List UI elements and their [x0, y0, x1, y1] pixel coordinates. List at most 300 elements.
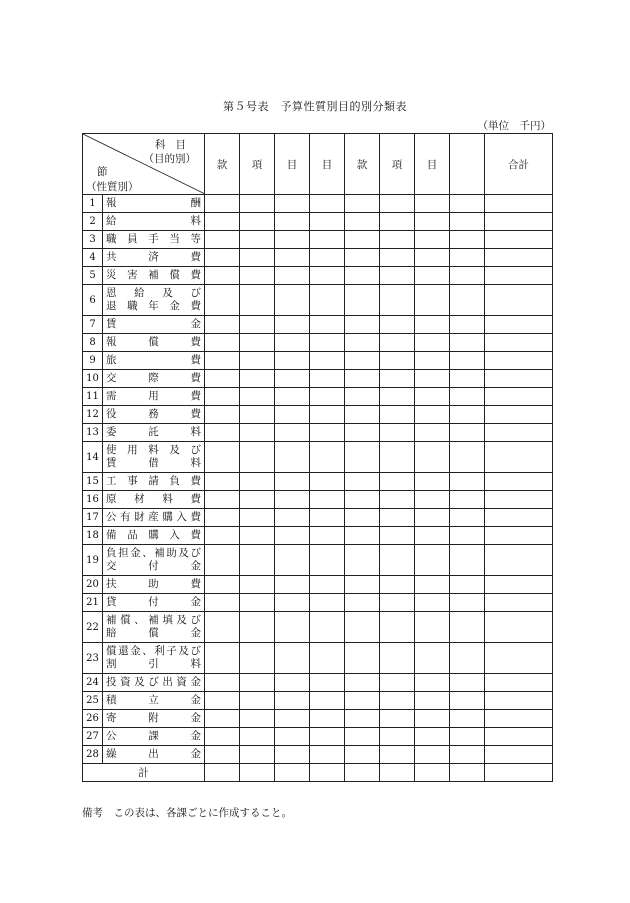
total-cell[interactable]	[275, 764, 310, 782]
data-cell[interactable]	[205, 267, 240, 285]
data-cell[interactable]	[310, 370, 345, 388]
data-cell[interactable]	[205, 674, 240, 692]
data-cell[interactable]	[275, 370, 310, 388]
data-cell[interactable]	[310, 213, 345, 231]
header-corner-cell	[83, 134, 205, 195]
data-cell[interactable]	[345, 388, 380, 406]
data-cell[interactable]	[345, 545, 380, 576]
data-cell[interactable]	[380, 267, 415, 285]
data-cell[interactable]	[205, 249, 240, 267]
row-label-line: 負担金、補助及び	[106, 547, 201, 559]
data-cell[interactable]	[380, 316, 415, 334]
row-number: 4	[83, 249, 103, 267]
data-cell[interactable]	[310, 643, 345, 674]
data-cell[interactable]	[485, 594, 553, 612]
data-cell[interactable]	[380, 406, 415, 424]
data-cell[interactable]	[450, 746, 485, 764]
data-cell[interactable]	[205, 746, 240, 764]
data-cell[interactable]	[275, 674, 310, 692]
data-cell[interactable]	[380, 213, 415, 231]
data-cell[interactable]	[310, 728, 345, 746]
data-cell[interactable]	[380, 594, 415, 612]
data-cell[interactable]	[485, 746, 553, 764]
data-cell[interactable]	[450, 576, 485, 594]
data-cell[interactable]	[415, 643, 450, 674]
data-cell[interactable]	[485, 388, 553, 406]
data-cell[interactable]	[240, 267, 275, 285]
data-cell[interactable]	[415, 213, 450, 231]
row-label	[103, 710, 205, 728]
data-cell[interactable]	[240, 388, 275, 406]
data-cell[interactable]	[450, 231, 485, 249]
data-cell[interactable]	[380, 545, 415, 576]
data-cell[interactable]	[485, 285, 553, 316]
data-cell[interactable]	[485, 424, 553, 442]
data-cell[interactable]	[450, 370, 485, 388]
data-cell[interactable]	[205, 643, 240, 674]
data-cell[interactable]	[345, 509, 380, 527]
total-cell[interactable]	[415, 764, 450, 782]
data-cell[interactable]	[240, 576, 275, 594]
data-cell[interactable]	[275, 594, 310, 612]
data-cell[interactable]	[310, 746, 345, 764]
data-cell[interactable]	[240, 674, 275, 692]
column-header: 款	[205, 134, 240, 195]
data-cell[interactable]	[240, 316, 275, 334]
row-label	[103, 388, 205, 406]
data-cell[interactable]	[415, 545, 450, 576]
data-cell[interactable]	[415, 473, 450, 491]
data-cell[interactable]	[205, 576, 240, 594]
table-row	[83, 728, 553, 746]
data-cell[interactable]	[205, 728, 240, 746]
data-cell[interactable]	[310, 710, 345, 728]
data-cell[interactable]	[450, 352, 485, 370]
row-number: 22	[83, 612, 103, 643]
data-cell[interactable]	[450, 195, 485, 213]
data-cell[interactable]	[450, 473, 485, 491]
data-cell[interactable]	[275, 267, 310, 285]
data-cell[interactable]	[345, 491, 380, 509]
data-cell[interactable]	[380, 473, 415, 491]
data-cell[interactable]	[275, 746, 310, 764]
data-cell[interactable]	[205, 545, 240, 576]
row-label	[103, 231, 205, 249]
data-cell[interactable]	[485, 674, 553, 692]
data-cell[interactable]	[415, 442, 450, 473]
data-cell[interactable]	[275, 352, 310, 370]
row-number: 15	[83, 473, 103, 491]
data-cell[interactable]	[415, 527, 450, 545]
data-cell[interactable]	[275, 442, 310, 473]
data-cell[interactable]	[450, 594, 485, 612]
data-cell[interactable]	[415, 316, 450, 334]
data-cell[interactable]	[380, 728, 415, 746]
data-cell[interactable]	[415, 692, 450, 710]
data-cell[interactable]	[485, 249, 553, 267]
data-cell[interactable]	[450, 213, 485, 231]
data-cell[interactable]	[345, 231, 380, 249]
data-cell[interactable]	[485, 334, 553, 352]
data-cell[interactable]	[415, 249, 450, 267]
data-cell[interactable]	[415, 195, 450, 213]
data-cell[interactable]	[485, 213, 553, 231]
data-cell[interactable]	[345, 612, 380, 643]
data-cell[interactable]	[205, 316, 240, 334]
data-cell[interactable]	[380, 576, 415, 594]
data-cell[interactable]	[275, 692, 310, 710]
data-cell[interactable]	[485, 406, 553, 424]
data-cell[interactable]	[240, 334, 275, 352]
total-cell[interactable]	[310, 764, 345, 782]
data-cell[interactable]	[275, 509, 310, 527]
data-cell[interactable]	[275, 334, 310, 352]
data-cell[interactable]	[415, 612, 450, 643]
data-cell[interactable]	[310, 545, 345, 576]
data-cell[interactable]	[240, 473, 275, 491]
data-cell[interactable]	[450, 509, 485, 527]
data-cell[interactable]	[310, 195, 345, 213]
data-cell[interactable]	[380, 527, 415, 545]
data-cell[interactable]	[205, 388, 240, 406]
data-cell[interactable]	[415, 334, 450, 352]
data-cell[interactable]	[275, 710, 310, 728]
row-label	[103, 527, 205, 545]
data-cell[interactable]	[275, 424, 310, 442]
data-cell[interactable]	[205, 334, 240, 352]
data-cell[interactable]	[345, 473, 380, 491]
data-cell[interactable]	[450, 710, 485, 728]
row-label	[103, 576, 205, 594]
data-cell[interactable]	[240, 692, 275, 710]
data-cell[interactable]	[450, 424, 485, 442]
data-cell[interactable]	[485, 316, 553, 334]
data-cell[interactable]	[205, 352, 240, 370]
row-label	[103, 692, 205, 710]
data-cell[interactable]	[450, 643, 485, 674]
data-cell[interactable]	[205, 442, 240, 473]
row-label-line: 公有財産購入費	[106, 511, 201, 523]
data-cell[interactable]	[310, 491, 345, 509]
data-cell[interactable]	[485, 442, 553, 473]
data-cell[interactable]	[415, 509, 450, 527]
data-cell[interactable]	[485, 710, 553, 728]
data-cell[interactable]	[275, 388, 310, 406]
data-cell[interactable]	[240, 352, 275, 370]
data-cell[interactable]	[380, 231, 415, 249]
data-cell[interactable]	[205, 692, 240, 710]
data-cell[interactable]	[310, 674, 345, 692]
data-cell[interactable]	[205, 195, 240, 213]
data-cell[interactable]	[485, 692, 553, 710]
data-cell[interactable]	[380, 509, 415, 527]
data-cell[interactable]	[485, 576, 553, 594]
data-cell[interactable]	[310, 509, 345, 527]
data-cell[interactable]	[345, 643, 380, 674]
data-cell[interactable]	[345, 285, 380, 316]
data-cell[interactable]	[485, 352, 553, 370]
data-cell[interactable]	[240, 612, 275, 643]
data-cell[interactable]	[380, 370, 415, 388]
data-cell[interactable]	[415, 746, 450, 764]
corner-label-nature: （性質別）	[86, 181, 139, 193]
data-cell[interactable]	[240, 545, 275, 576]
data-cell[interactable]	[310, 442, 345, 473]
data-cell[interactable]	[450, 674, 485, 692]
data-cell[interactable]	[240, 249, 275, 267]
data-cell[interactable]	[345, 267, 380, 285]
data-cell[interactable]	[345, 710, 380, 728]
data-cell[interactable]	[240, 491, 275, 509]
data-cell[interactable]	[380, 491, 415, 509]
data-cell[interactable]	[310, 285, 345, 316]
data-cell[interactable]	[205, 491, 240, 509]
row-label-line: 職員手当等	[106, 233, 201, 245]
data-cell[interactable]	[450, 612, 485, 643]
data-cell[interactable]	[415, 406, 450, 424]
data-cell[interactable]	[310, 527, 345, 545]
data-cell[interactable]	[275, 249, 310, 267]
row-label	[103, 509, 205, 527]
data-cell[interactable]	[310, 473, 345, 491]
data-cell[interactable]	[345, 213, 380, 231]
data-cell[interactable]	[205, 424, 240, 442]
data-cell[interactable]	[275, 213, 310, 231]
data-cell[interactable]	[275, 643, 310, 674]
data-cell[interactable]	[240, 195, 275, 213]
data-cell[interactable]	[240, 594, 275, 612]
data-cell[interactable]	[205, 594, 240, 612]
table-row	[83, 195, 553, 213]
row-number: 5	[83, 267, 103, 285]
data-cell[interactable]	[240, 527, 275, 545]
data-cell[interactable]	[450, 316, 485, 334]
row-label-line: 給 料	[106, 215, 201, 227]
data-cell[interactable]	[415, 267, 450, 285]
data-cell[interactable]	[310, 388, 345, 406]
data-cell[interactable]	[345, 334, 380, 352]
data-cell[interactable]	[380, 612, 415, 643]
data-cell[interactable]	[415, 491, 450, 509]
data-cell[interactable]	[345, 576, 380, 594]
data-cell[interactable]	[345, 692, 380, 710]
data-cell[interactable]	[310, 334, 345, 352]
data-cell[interactable]	[345, 728, 380, 746]
data-cell[interactable]	[380, 643, 415, 674]
data-cell[interactable]	[415, 388, 450, 406]
data-cell[interactable]	[240, 442, 275, 473]
row-label-line: 公 課 金	[106, 730, 201, 742]
data-cell[interactable]	[485, 370, 553, 388]
total-row	[83, 764, 553, 782]
data-cell[interactable]	[380, 285, 415, 316]
data-cell[interactable]	[205, 285, 240, 316]
data-cell[interactable]	[310, 424, 345, 442]
data-cell[interactable]	[205, 406, 240, 424]
data-cell[interactable]	[310, 692, 345, 710]
data-cell[interactable]	[485, 612, 553, 643]
data-cell[interactable]	[485, 195, 553, 213]
data-cell[interactable]	[345, 527, 380, 545]
row-label	[103, 545, 205, 576]
data-cell[interactable]	[310, 352, 345, 370]
data-cell[interactable]	[345, 195, 380, 213]
data-cell[interactable]	[380, 710, 415, 728]
row-label	[103, 213, 205, 231]
data-cell[interactable]	[415, 728, 450, 746]
data-cell[interactable]	[275, 527, 310, 545]
data-cell[interactable]	[205, 370, 240, 388]
data-cell[interactable]	[345, 316, 380, 334]
data-cell[interactable]	[415, 710, 450, 728]
data-cell[interactable]	[485, 231, 553, 249]
data-cell[interactable]	[240, 213, 275, 231]
row-number: 21	[83, 594, 103, 612]
row-label	[103, 491, 205, 509]
total-cell[interactable]	[450, 764, 485, 782]
data-cell[interactable]	[415, 231, 450, 249]
data-cell[interactable]	[345, 594, 380, 612]
data-cell[interactable]	[415, 424, 450, 442]
data-cell[interactable]	[345, 352, 380, 370]
data-cell[interactable]	[240, 509, 275, 527]
data-cell[interactable]	[310, 594, 345, 612]
data-cell[interactable]	[345, 370, 380, 388]
data-cell[interactable]	[450, 728, 485, 746]
data-cell[interactable]	[205, 527, 240, 545]
unit-label: （単位 千円）	[477, 120, 551, 132]
data-cell[interactable]	[345, 406, 380, 424]
data-cell[interactable]	[485, 491, 553, 509]
data-cell[interactable]	[450, 388, 485, 406]
data-cell[interactable]	[345, 674, 380, 692]
data-cell[interactable]	[240, 285, 275, 316]
data-cell[interactable]	[380, 424, 415, 442]
classification-table	[82, 133, 553, 782]
data-cell[interactable]	[310, 612, 345, 643]
total-cell[interactable]	[380, 764, 415, 782]
data-cell[interactable]	[275, 576, 310, 594]
data-cell[interactable]	[310, 231, 345, 249]
data-cell[interactable]	[450, 406, 485, 424]
data-cell[interactable]	[310, 249, 345, 267]
data-cell[interactable]	[415, 576, 450, 594]
data-cell[interactable]	[275, 728, 310, 746]
data-cell[interactable]	[345, 442, 380, 473]
data-cell[interactable]	[380, 249, 415, 267]
data-cell[interactable]	[275, 545, 310, 576]
data-cell[interactable]	[485, 509, 553, 527]
data-cell[interactable]	[450, 285, 485, 316]
data-cell[interactable]	[485, 473, 553, 491]
data-cell[interactable]	[485, 728, 553, 746]
data-cell[interactable]	[345, 424, 380, 442]
data-cell[interactable]	[485, 643, 553, 674]
data-cell[interactable]	[310, 267, 345, 285]
table-row	[83, 388, 553, 406]
total-cell[interactable]	[240, 764, 275, 782]
data-cell[interactable]	[450, 692, 485, 710]
data-cell[interactable]	[380, 334, 415, 352]
data-cell[interactable]	[380, 746, 415, 764]
data-cell[interactable]	[240, 643, 275, 674]
data-cell[interactable]	[345, 746, 380, 764]
total-cell[interactable]	[205, 764, 240, 782]
data-cell[interactable]	[205, 213, 240, 231]
data-cell[interactable]	[485, 267, 553, 285]
data-cell[interactable]	[345, 249, 380, 267]
remarks-note: 備考 この表は、各課ごとに作成すること。	[82, 807, 292, 819]
table-row	[83, 249, 553, 267]
row-label	[103, 352, 205, 370]
total-cell[interactable]	[345, 764, 380, 782]
data-cell[interactable]	[275, 473, 310, 491]
data-cell[interactable]	[240, 746, 275, 764]
data-cell[interactable]	[275, 612, 310, 643]
data-cell[interactable]	[205, 710, 240, 728]
data-cell[interactable]	[380, 388, 415, 406]
data-cell[interactable]	[450, 545, 485, 576]
data-cell[interactable]	[380, 195, 415, 213]
data-cell[interactable]	[380, 692, 415, 710]
data-cell[interactable]	[415, 285, 450, 316]
data-cell[interactable]	[205, 231, 240, 249]
data-cell[interactable]	[275, 195, 310, 213]
row-label	[103, 728, 205, 746]
data-cell[interactable]	[450, 442, 485, 473]
column-header: 目	[275, 134, 310, 195]
data-cell[interactable]	[415, 370, 450, 388]
data-cell[interactable]	[450, 527, 485, 545]
data-cell[interactable]	[240, 406, 275, 424]
data-cell[interactable]	[415, 594, 450, 612]
data-cell[interactable]	[275, 491, 310, 509]
row-number: 2	[83, 213, 103, 231]
data-cell[interactable]	[450, 334, 485, 352]
data-cell[interactable]	[275, 406, 310, 424]
table-row	[83, 285, 553, 316]
data-cell[interactable]	[380, 674, 415, 692]
data-cell[interactable]	[380, 352, 415, 370]
data-cell[interactable]	[275, 316, 310, 334]
row-label-line: 交 付 金	[106, 560, 201, 572]
data-cell[interactable]	[415, 352, 450, 370]
row-label-line: 繰 出 金	[106, 748, 201, 760]
data-cell[interactable]	[485, 545, 553, 576]
data-cell[interactable]	[205, 612, 240, 643]
data-cell[interactable]	[485, 527, 553, 545]
data-cell[interactable]	[450, 267, 485, 285]
data-cell[interactable]	[275, 231, 310, 249]
data-cell[interactable]	[450, 249, 485, 267]
data-cell[interactable]	[275, 285, 310, 316]
data-cell[interactable]	[380, 442, 415, 473]
data-cell[interactable]	[310, 316, 345, 334]
data-cell[interactable]	[240, 710, 275, 728]
data-cell[interactable]	[310, 576, 345, 594]
data-cell[interactable]	[205, 473, 240, 491]
data-cell[interactable]	[450, 491, 485, 509]
data-cell[interactable]	[205, 509, 240, 527]
row-number: 16	[83, 491, 103, 509]
data-cell[interactable]	[310, 406, 345, 424]
data-cell[interactable]	[240, 370, 275, 388]
data-cell[interactable]	[240, 424, 275, 442]
data-cell[interactable]	[240, 231, 275, 249]
data-cell[interactable]	[415, 674, 450, 692]
total-cell[interactable]	[485, 764, 553, 782]
data-cell[interactable]	[240, 728, 275, 746]
